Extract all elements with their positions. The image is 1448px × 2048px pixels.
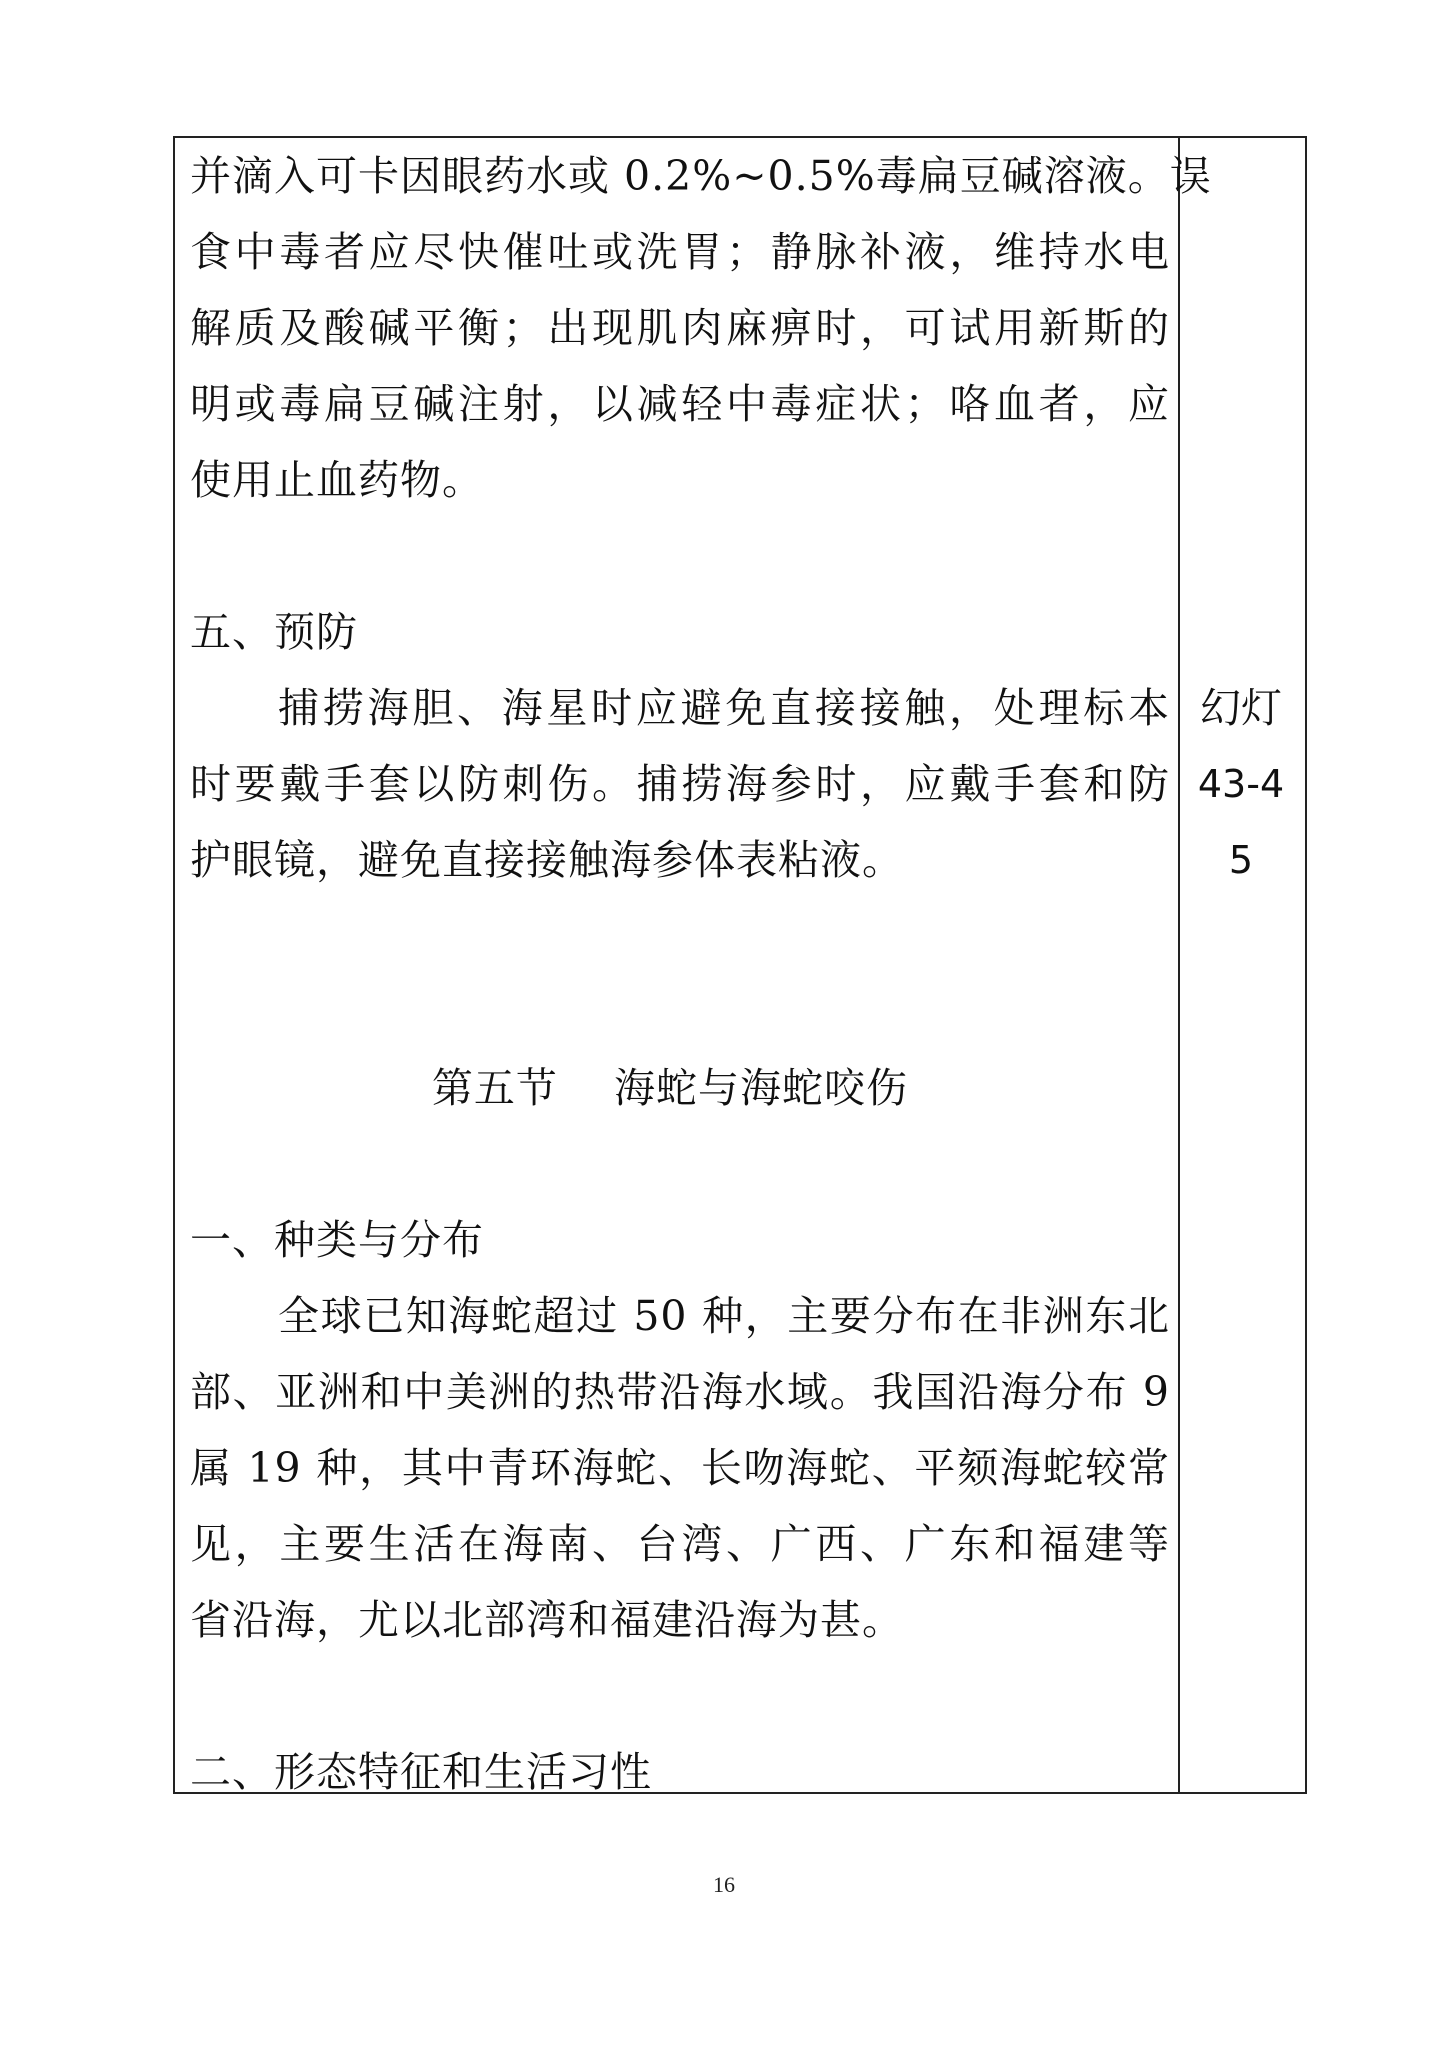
page-number: 16 [713, 1872, 735, 1897]
species-line: 见，主要生活在海南、台湾、广西、广东和福建等 [190, 1520, 1170, 1568]
prevention-line: 时要戴手套以防刺伤。捕捞海参时，应戴手套和防 [190, 760, 1170, 808]
treatment-line: 并滴入可卡因眼药水或 0.2%~0.5%毒扁豆碱溶液。误 [190, 152, 1212, 200]
prevention-line: 捕捞海胆、海星时应避免直接接触，处理标本 [278, 684, 1170, 732]
side-note-line: 5 [1228, 838, 1254, 882]
treatment-line: 使用止血药物。 [190, 456, 484, 504]
column-divider [1178, 138, 1180, 1792]
treatment-line: 明或毒扁豆碱注射，以减轻中毒症状；咯血者，应 [190, 380, 1170, 428]
species-line: 属 19 种，其中青环海蛇、长吻海蛇、平颏海蛇较常 [190, 1444, 1170, 1492]
prevention-line: 护眼镜，避免直接接触海参体表粘液。 [190, 836, 904, 884]
morphology-heading: 二、形态特征和生活习性 [190, 1748, 652, 1796]
species-heading: 一、种类与分布 [190, 1216, 484, 1264]
section-title: 第五节 海蛇与海蛇咬伤 [431, 1064, 909, 1112]
treatment-line: 食中毒者应尽快催吐或洗胃；静脉补液，维持水电 [190, 228, 1170, 276]
species-line: 省沿海，尤以北部湾和福建沿海为甚。 [190, 1596, 904, 1644]
side-note-line: 43-4 [1197, 762, 1285, 806]
species-line: 部、亚洲和中美洲的热带沿海水域。我国沿海分布 9 [190, 1368, 1170, 1416]
species-line: 全球已知海蛇超过 50 种，主要分布在非洲东北 [278, 1292, 1170, 1340]
side-note-line: 幻灯 [1200, 684, 1282, 732]
prevention-heading: 五、预防 [190, 608, 358, 656]
treatment-line: 解质及酸碱平衡；出现肌肉麻痹时，可试用新斯的 [190, 304, 1170, 352]
